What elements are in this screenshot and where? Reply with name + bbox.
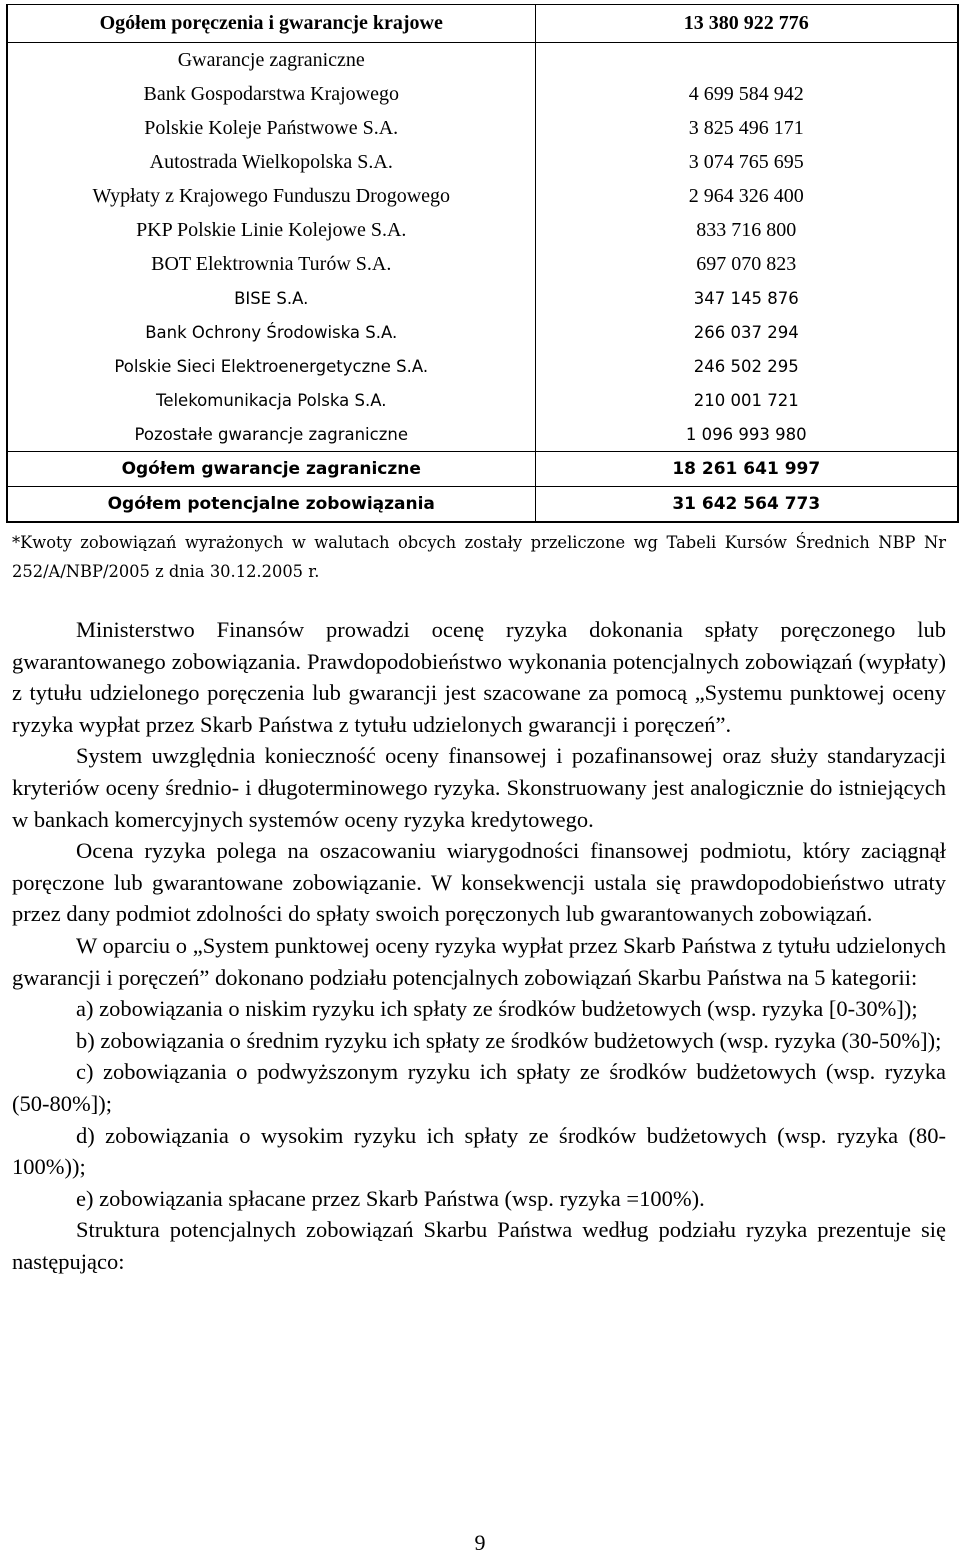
row-label: PKP Polskie Linie Kolejowe S.A. [7, 213, 535, 247]
table-row [7, 145, 958, 179]
row-label: Autostrada Wielkopolska S.A. [7, 145, 535, 179]
row-value: 13 380 922 776 [535, 5, 958, 43]
row-label: Wypłaty z Krajowego Funduszu Drogowego [7, 179, 535, 213]
table-row [7, 315, 958, 349]
table-footnote: *Kwoty zobowiązań wyrażonych w walutach obcych zostały przeliczone wg Tabeli Kursów Średnich NBP Nr 252/A/NBP/2005 z dnia 30.12.2005 r. [12, 533, 946, 581]
table-row [7, 77, 958, 111]
list-item: b) zobowiązania o średnim ryzyku ich spłaty ze środków budżetowych (wsp. ryzyka (30-50%]); [76, 1027, 942, 1053]
row-value: 3 825 496 171 [535, 111, 958, 145]
row-value: 697 070 823 [535, 247, 958, 281]
table-row [7, 179, 958, 213]
paragraph: W oparciu o „System punktowej oceny ryzyka wypłat przez Skarb Państwa z tytułu udzielonych gwarancji i poręczeń” dokonano podziału potencjalnych zobowiązań Skarbu Państwa na 5 kategorii: [12, 932, 946, 990]
row-value: 3 074 765 695 [535, 145, 958, 179]
list-item: e) zobowiązania spłacane przez Skarb Państwa (wsp. ryzyka =100%). [76, 1185, 705, 1211]
row-label: Pozostałe gwarancje zagraniczne [7, 417, 535, 452]
table-row [7, 487, 958, 523]
paragraph: Struktura potencjalnych zobowiązań Skarbu Państwa według podziału ryzyka prezentuje się następująco: [12, 1217, 946, 1274]
table-row [7, 281, 958, 315]
table-row [7, 247, 958, 281]
row-value [535, 43, 958, 78]
row-value: 1 096 993 980 [535, 417, 958, 452]
row-label: Polskie Sieci Elektroenergetyczne S.A. [7, 349, 535, 383]
row-value: 18 261 641 997 [535, 452, 958, 487]
page-number: 9 [474, 1530, 486, 1555]
row-value: 246 502 295 [535, 349, 958, 383]
row-label: Gwarancje zagraniczne [7, 43, 535, 78]
table-row [7, 417, 958, 452]
table-row [7, 5, 958, 43]
table-row [7, 349, 958, 383]
row-label: Ogółem potencjalne zobowiązania [7, 487, 535, 523]
row-value: 4 699 584 942 [535, 77, 958, 111]
table-row [7, 213, 958, 247]
list-item: a) zobowiązania o niskim ryzyku ich spłaty ze środków budżetowych (wsp. ryzyka [0-30%]); [76, 996, 918, 1022]
row-value: 347 145 876 [535, 281, 958, 315]
table-row [7, 383, 958, 417]
row-value: 31 642 564 773 [535, 487, 958, 523]
row-label: Bank Gospodarstwa Krajowego [7, 77, 535, 111]
paragraph: System uwzględnia konieczność oceny finansowej i pozafinansowej oraz służy standaryzacji kryteriów oceny średnio- i długoterminowego ryzyka. Skonstruowany jest analogicznie do istniejących w bankach komercyjnych systemów oceny ryzyka kredytowego. [12, 743, 946, 832]
paragraph: Ocena ryzyka polega na oszacowaniu wiarygodności finansowej podmiotu, który zaciągnął poręczone lub gwarantowane zobowiązanie. W konsekwencji ustala się prawdopodobieństwo utraty przez dany podmiot zdolności do spłaty swoich poręczonych lub gwarantowanych zobowiązań. [12, 838, 946, 927]
row-label: Polskie Koleje Państwowe S.A. [7, 111, 535, 145]
row-label: BOT Elektrownia Turów S.A. [7, 247, 535, 281]
row-label: Bank Ochrony Środowiska S.A. [7, 315, 535, 349]
body-text [12, 614, 946, 1277]
list-item: d) zobowiązania o wysokim ryzyku ich spłaty ze środków budżetowych (wsp. ryzyka (80-100%)); [12, 1122, 946, 1180]
row-label: Telekomunikacja Polska S.A. [7, 383, 535, 417]
list-item: c) zobowiązania o podwyższonym ryzyku ich spłaty ze środków budżetowych (wsp. ryzyka (50-80%]); [12, 1059, 946, 1116]
row-value: 2 964 326 400 [535, 179, 958, 213]
row-label: Ogółem poręczenia i gwarancje krajowe [7, 5, 535, 43]
row-value: 833 716 800 [535, 213, 958, 247]
table-row [7, 452, 958, 487]
guarantees-table [6, 4, 959, 523]
table-row [7, 111, 958, 145]
row-value: 210 001 721 [535, 383, 958, 417]
row-value: 266 037 294 [535, 315, 958, 349]
paragraph: Ministerstwo Finansów prowadzi ocenę ryzyka dokonania spłaty poręczonego lub gwarantowanego zobowiązania. Prawdopodobieństwo wykonania potencjalnych zobowiązań (wypłaty) z tytułu udzielonego poręczenia lub gwarancji jest szacowane za pomocą „Systemu punktowej oceny ryzyka wypłat przez Skarb Państwa z tytułu udzielonych gwarancji i poręczeń”. [12, 617, 946, 737]
row-label: BISE S.A. [7, 281, 535, 315]
row-label: Ogółem gwarancje zagraniczne [7, 452, 535, 487]
table-row [7, 43, 958, 78]
